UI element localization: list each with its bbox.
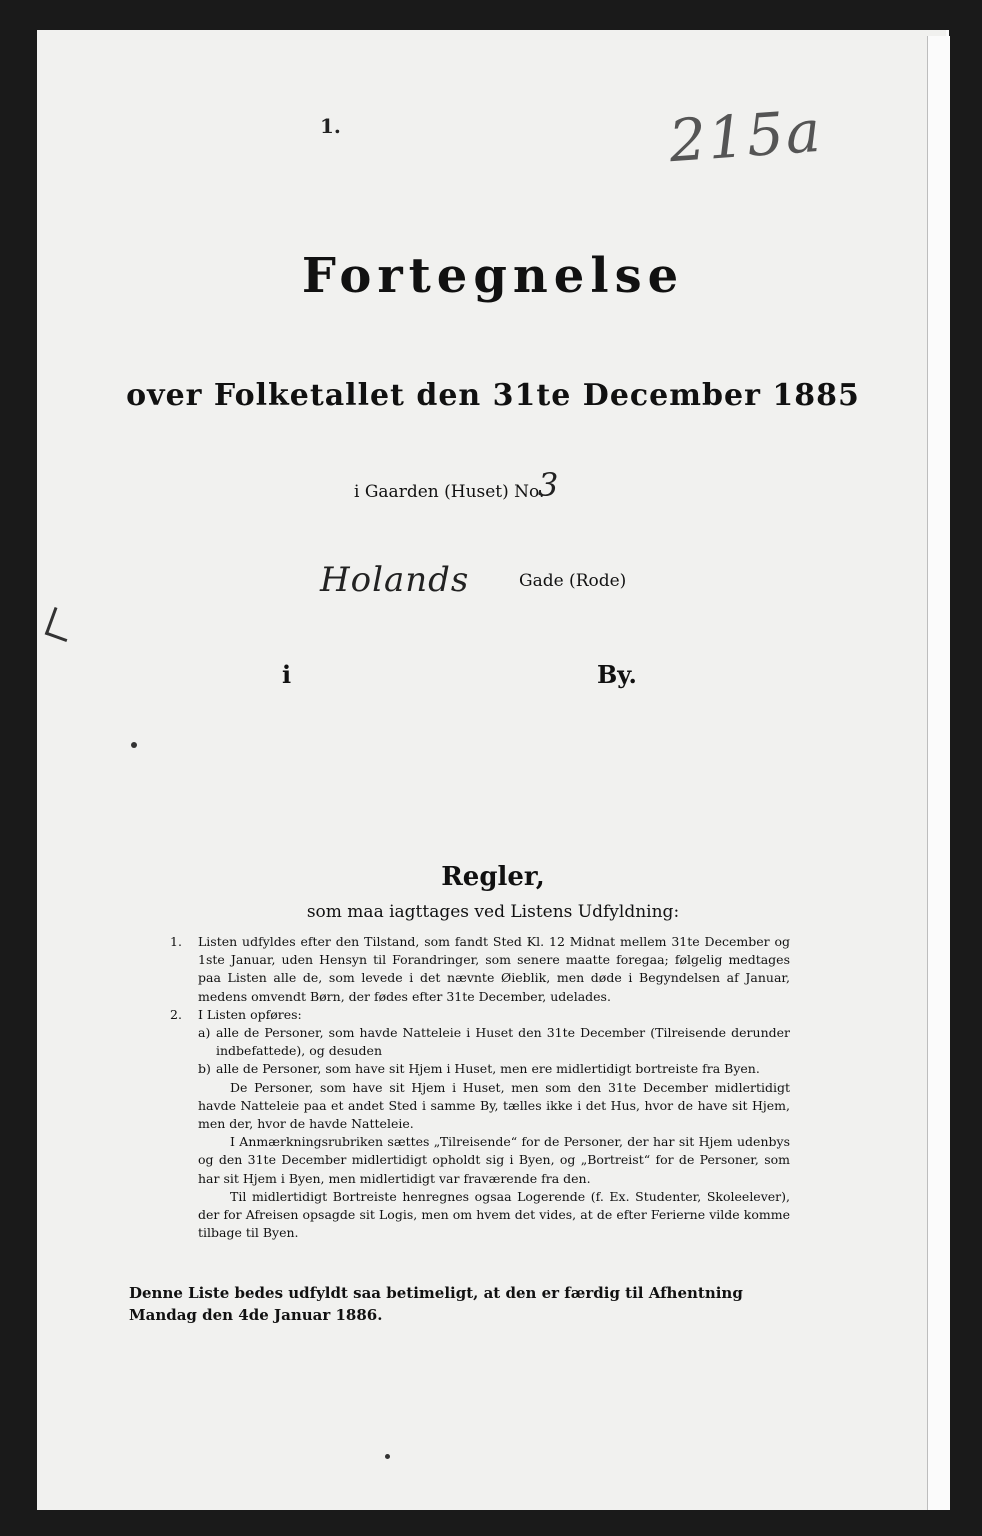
closing-line-2: Mandag den 4de Januar 1886.: [129, 1306, 383, 1324]
city-prefix-label: i: [282, 660, 292, 689]
subitem-letter: a): [198, 1025, 211, 1041]
closing-line-1: Denne Liste bedes udfyldt saa betimeligt, at den er færdig til Afhentning: [129, 1284, 743, 1302]
rule-item: [170, 1006, 790, 1243]
rule-paragraph: Til midlertidigt Bortreiste henregnes ogsaa Logerende (f. Ex. Studenter, Skoleelever), der for Afreisen opsagde sit Logis, men om hvem det vides, at de efter Ferierne vilde komme tilbage til Byen.: [198, 1188, 790, 1241]
bottom-dot: [385, 1454, 390, 1459]
archive-stamp-number: 215a: [666, 96, 825, 176]
rule-text: I Listen opføres:: [198, 1006, 302, 1022]
document-subtitle: over Folketallet den 31te December 1885: [126, 378, 860, 413]
city-suffix-label: By.: [597, 660, 637, 689]
document-page: [37, 30, 949, 1510]
rules-intro: som maa iagttages ved Listens Udfyldning:: [306, 902, 680, 922]
rule-subitem: [198, 1060, 790, 1078]
rule-paragraph: De Personer, som have sit Hjem i Huset, men som den 31te December midlertidigt havde Natteleie paa et andet Sted i samme By, tælles ikke i det Hus, hvor de have sit Hjem, men der, hvor de havde Natteleie.: [198, 1079, 790, 1132]
subitem-letter: b): [198, 1061, 211, 1077]
rule-subitem: [198, 1024, 790, 1060]
gaard-value: 3: [538, 466, 559, 504]
page-edge: [927, 36, 950, 1510]
gade-label: Gade (Rode): [519, 571, 627, 591]
margin-ink-mark: [45, 607, 77, 642]
rule-number: 2.: [170, 1006, 182, 1022]
gaard-label: i Gaarden (Huset) No.: [354, 482, 545, 502]
rule-text: Listen udfyldes efter den Tilstand, som fandt Sted Kl. 12 Midnat mellem 31te December og 1ste Januar, uden Hensyn til Forandringer, som senere maatte foregaa; følgelig medtages paa Listen alle de, som levede i det nævnte Øieblik, men døde i Begyndelsen af Januar, medens omvendt Børn, der fødes efter 31te December, udelades.: [198, 934, 790, 1004]
subitem-text: alle de Personer, som have sit Hjem i Huset, men ere midlertidigt bortreiste fra Byen.: [216, 1061, 760, 1077]
rules-list: [170, 933, 790, 1242]
rule-number: 1.: [170, 934, 182, 949]
rule-item: [170, 933, 790, 1006]
rules-heading: Regler,: [441, 862, 545, 892]
margin-dot: [131, 742, 137, 748]
gade-value: Holands: [320, 560, 470, 600]
item-marker: 1.: [320, 114, 341, 138]
document-title: Fortegnelse: [301, 248, 685, 304]
subitem-text: alle de Personer, som havde Natteleie i Huset den 31te December (Tilreisende derunder indbefattede), og desuden: [216, 1025, 790, 1059]
rule-paragraph: I Anmærkningsrubriken sættes „Tilreisende“ for de Personer, der har sit Hjem udenbys og den 31te December midlertidigt opholdt sig i Byen, og „Bortreist“ for de Personer, som har sit Hjem i Byen, men midlertidigt var fraværende fra den.: [198, 1134, 790, 1186]
